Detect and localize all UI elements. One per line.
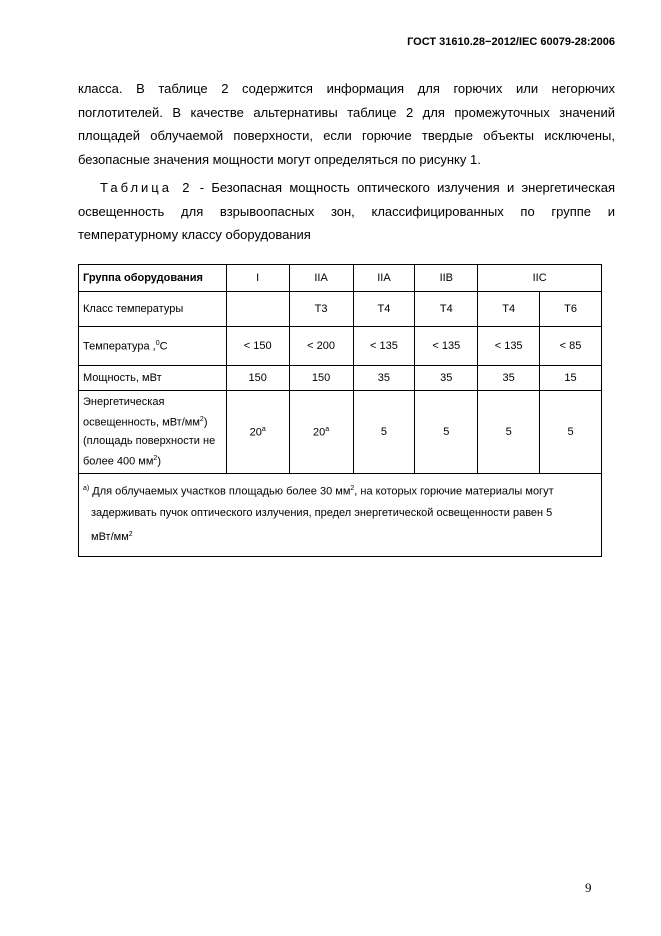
table-cell: 150 <box>226 366 289 391</box>
footnote-text: , на которых горючие материалы могут <box>354 485 554 498</box>
table-cell: < 200 <box>289 327 353 366</box>
caption-title-part: - Безопасная мощность оптического излучения и энергетическая <box>192 180 615 195</box>
label-sup: 2 <box>153 455 158 462</box>
table-cell: T4 <box>353 292 415 327</box>
table-cell: T4 <box>478 292 540 327</box>
footnote-text: задерживать пучок оптического излучения, предел энергетической освещенности равен 5 <box>91 506 553 519</box>
table-cell: < 135 <box>353 327 415 366</box>
table-cell: 35 <box>478 366 540 391</box>
table-cell: 35 <box>353 366 415 391</box>
table-cell: T4 <box>415 292 478 327</box>
table-row <box>79 474 602 557</box>
table-cell <box>289 391 353 474</box>
paragraph-line: безопасные значения мощности могут определяться по рисунку 1. <box>78 151 481 167</box>
paragraph-line: площадей облучаемой поверхности, если горючие твердые объекты исключены, <box>78 128 615 143</box>
footnote-text: Для облучаемых участков площадью более 30 мм <box>89 485 351 498</box>
footnote-sup: 2 <box>350 485 355 492</box>
table-caption <box>78 176 615 247</box>
caption-label: Таблица 2 <box>100 180 193 195</box>
table-cell: 5 <box>478 391 540 474</box>
label-text: Температура , <box>83 340 156 353</box>
footnote-mark: a) <box>83 485 90 492</box>
row-label-temp-class: Класс температуры <box>79 292 227 327</box>
document-standard-header: ГОСТ 31610.28−2012/IEC 60079-28:2006 <box>407 36 615 48</box>
safe-power-table <box>78 264 602 557</box>
caption-line: освещенность для взрывоопасных зон, классифицированных по группе и <box>78 203 615 219</box>
footnote-ref: a <box>325 425 330 433</box>
label-text: (площадь поверхности не <box>83 435 216 447</box>
body-paragraph <box>78 77 615 171</box>
table-cell: < 135 <box>478 327 540 366</box>
table-row <box>79 265 602 292</box>
label-sup: 0 <box>155 339 160 347</box>
table-cell: < 150 <box>226 327 289 366</box>
table-cell: 150 <box>289 366 353 391</box>
header-cell-group: Группа оборудования <box>79 265 227 292</box>
group-cell: IIA <box>353 265 415 292</box>
table-cell <box>226 391 289 474</box>
table-footnote <box>79 474 602 557</box>
table-cell <box>226 292 289 327</box>
label-text: C <box>159 340 168 353</box>
cell-value: 20 <box>312 426 326 439</box>
group-cell: IIB <box>415 265 478 292</box>
table-row <box>79 327 602 366</box>
paragraph-line: поглотителей. В качестве альтернативы таблице 2 для промежуточных значений <box>78 104 615 120</box>
table-row <box>79 292 602 327</box>
table-cell: < 85 <box>540 327 602 366</box>
table-cell: 15 <box>540 366 602 391</box>
group-cell: I <box>226 265 289 292</box>
footnote-text: мВт/мм <box>91 531 129 544</box>
group-cell: IIA <box>289 265 353 292</box>
table-cell: T6 <box>540 292 602 327</box>
table-cell: T3 <box>289 292 353 327</box>
caption-line <box>78 176 615 200</box>
table-row <box>79 366 602 391</box>
paragraph-line: класса. В таблице 2 содержится информация для горючих или негорючих <box>78 81 615 96</box>
row-label-irradiance <box>79 391 227 474</box>
footnote-ref: a <box>261 425 266 433</box>
label-text: освещенность, мВт/мм <box>83 417 200 429</box>
label-text: более 400 мм <box>83 455 154 468</box>
row-label-temperature <box>79 327 227 366</box>
label-text: ) <box>203 417 208 429</box>
label-sup: 2 <box>199 416 204 424</box>
cell-value: 20 <box>249 426 262 439</box>
page-number: 9 <box>585 880 592 895</box>
table-row <box>79 391 602 474</box>
table-cell: < 135 <box>415 327 478 366</box>
group-cell: IIC <box>478 265 602 292</box>
table-cell: 35 <box>415 366 478 391</box>
table-cell: 5 <box>540 391 602 474</box>
label-text: Энергетическая <box>83 396 165 409</box>
footnote-sup: 2 <box>128 530 133 538</box>
table-cell: 5 <box>353 391 415 474</box>
caption-line: температурному классу оборудования <box>78 227 311 242</box>
label-text: ) <box>157 455 161 468</box>
table-cell: 5 <box>415 391 478 474</box>
row-label-power: Мощность, мВт <box>79 366 227 391</box>
